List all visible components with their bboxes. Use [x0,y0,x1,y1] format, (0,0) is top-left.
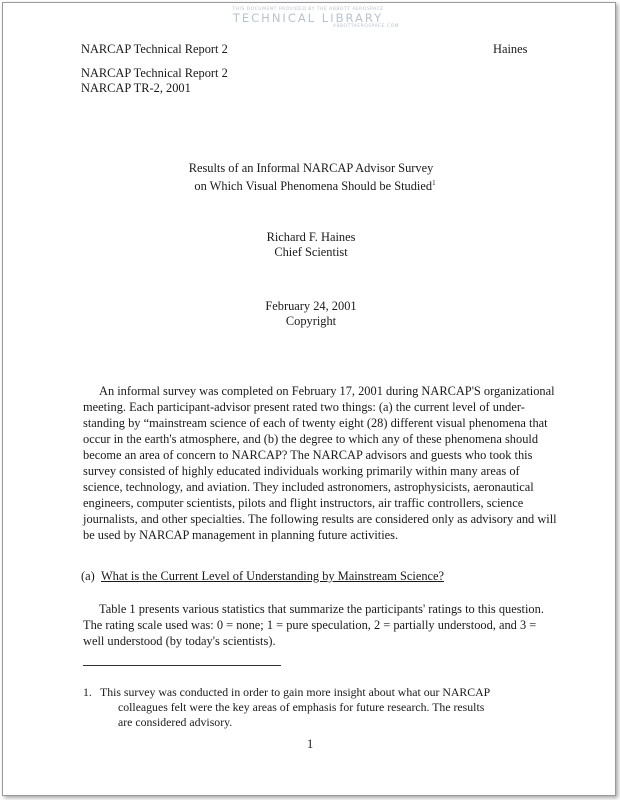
title-line: Results of an Informal NARCAP Advisor Survey [188,161,434,175]
paragraph-line: survey consisted of highly educated individuals working primarily within many areas of [83,464,520,478]
watermark-logo [203,7,413,29]
paragraph-line: standing by “mainstream science of each of twenty eight (28) different visual phenomena that [83,416,548,430]
paragraph-line: meeting. Each participant-advisor present rated two things: (a) the current level of under- [83,400,525,414]
footnote-line: colleagues felt were the key areas of emphasis for future research. The results [118,700,485,714]
report-id-line: NARCAP TR-2, 2001 [81,81,191,95]
watermark-url: ABBOTTAEROSPACE.COM [332,24,399,29]
paragraph-line: An informal survey was completed on February 17, 2001 during NARCAP'S organizational [99,384,555,398]
date: February 24, 2001 [265,299,357,313]
running-header-right: Haines [493,42,528,56]
paragraph-line: Table 1 presents various statistics that summarize the participants' ratings to this question. [99,602,544,616]
running-header-left: NARCAP Technical Report 2 [81,42,228,56]
footnote-mark: 1 [432,179,436,187]
footnote-line: are considered advisory. [118,715,233,729]
footnote-line: This survey was conducted in order to gain more insight about what our NARCAP [100,685,491,699]
section-title: What is the Current Level of Understanding by Mainstream Science? [100,569,445,583]
title-line [7,175,620,194]
section-label: (a) [81,569,95,583]
paragraph-line: The rating scale used was: 0 = none; 1 = pure speculation, 2 = partially understood, and 3 = [83,618,537,632]
section-heading [81,568,444,584]
copyright: Copyright [285,314,337,328]
paragraph-line: journalists, and other specialties. The following results are considered only as advisory and will [83,512,557,526]
watermark-title: TECHNICAL LIBRARY [232,11,384,25]
paragraph-line: become an area of concern to NARCAP? The NARCAP advisors and guests who took this [83,448,533,462]
paragraph-line: be used by NARCAP management in planning future activities. [83,528,399,542]
footnote-number: 1. [83,685,92,699]
paragraph-line: engineers, computer scientists, pilots and flight instructors, air traffic controllers, science [83,496,524,510]
page-number: 1 [307,737,314,751]
author-name: Richard F. Haines [266,230,356,244]
paragraph-line: science, technology, and aviation. They included astronomers, astrophysicists, aeronautical [83,480,534,494]
paragraph-line: occur in the earth's atmosphere, and (b) the degree to which any of these phenomena should [83,432,539,446]
title-text: on Which Visual Phenomena Should be Studied [194,179,433,194]
footnote-divider [83,665,281,666]
document-page [2,2,616,796]
author-title: Chief Scientist [274,245,348,259]
watermark-line: THIS DOCUMENT PROVIDED BY THE ABBOTT AEROSPACE [232,7,384,12]
report-id-line: NARCAP Technical Report 2 [81,66,228,80]
paragraph-line: well understood (by today's scientists). [83,634,276,648]
